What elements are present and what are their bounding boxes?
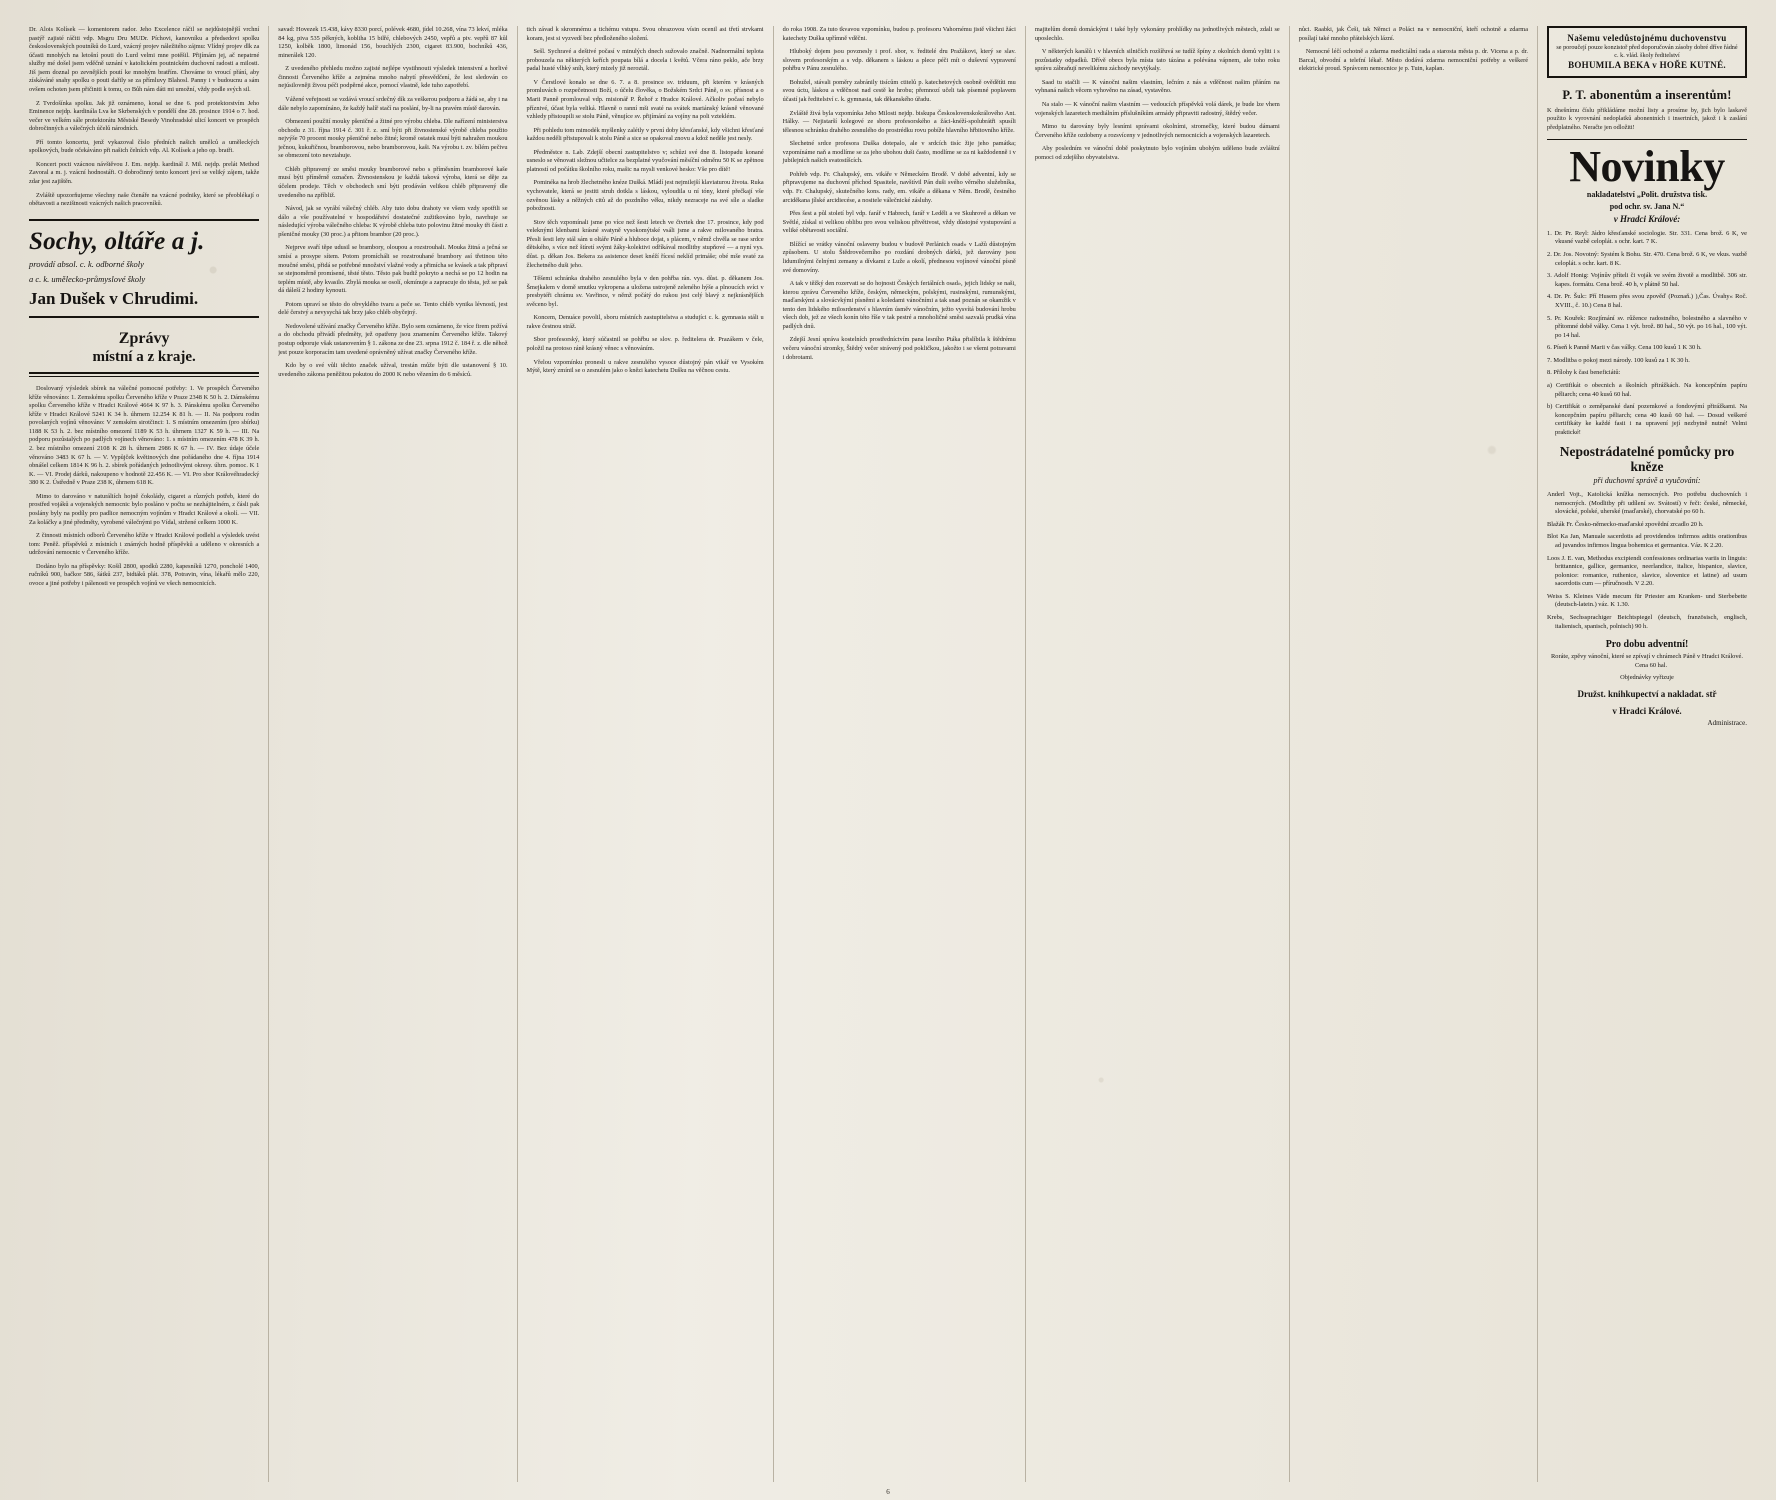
article-paragraph: savad: Hovezek 15.438, kávy 8330 porcí, polévek 4680, jídel 10.268, vína 73 lekví, mléka 84 kg, piva 535 pěkných, kobliha 15 bilřé, chlebových 2450, vepřů a piv. vepřů 87 kůl 1250, kolběk 1800, limonád 156, bouchlých 2300, cigaret 83.900, bochníků 436, minerálek 120. [278, 26, 508, 59]
ad-line-2: provádí absol. c. k. odborné školy [29, 258, 144, 269]
article-paragraph: Koncert pocti vzácnou návštěvou J. Em. nejdp. kardinál J. Mil. nejdp. prelát Method Zavoral a m. j. vzácní hodnostáři. O dobročinný tento koncert jeví se veliký zájem, takže zdar jest zajištěn. [29, 160, 260, 185]
list-item: 3. Adolf Honig: Vojínův příteli či voják ve svém životě a modlitbě. 306 str. kapes. formátu. Cena brož. 40 h, v plátně 50 hal. [1547, 272, 1748, 288]
article-paragraph: V některých kanálů i v hlavních silničích rozšířuvá se tudíž špíny z okolních domů vyliti i s pozůstatky odpadků. Dřívě obecs byla místa tato tázána a polévána vápnem, ale toho roku správu zábraňují nevelikému záchody nevytýkaly. [1034, 48, 1280, 73]
nepostradatelne-heading: Nepostrádatelné pomůcky pro kněze [1559, 444, 1735, 475]
article-paragraph: Potom upraví se těsto do obvyklého tvaru a peče se. Tento chléb vynika lévností, jest delé čerstvý a nevysychá tak brzy jako chléb obyčejný. [278, 300, 508, 317]
pt-notice-heading: P. T. abonentům a inserentům! [1562, 87, 1732, 102]
article-paragraph: Při pohledu tom mimodék myšlenky zalétly v první doby křesťanské, kdy všichni křesťané každou neděli přistupovali k stolu Páně a sice se opakoval znovu a kdož neděle jest nesly. [526, 126, 764, 143]
advertisement-sochy[interactable] [29, 219, 259, 319]
novinky-publisher-line-1: nakladatelství „Polit. družstva tisk. [1586, 189, 1708, 199]
ad-duchovenstvo[interactable] [1547, 26, 1747, 78]
article-paragraph: Vřelou vzpomínku pronesli u rakve zesnulého vysoce důstojný pán vikář ve Vysokém Mýtě, který zmínil se o zesnulém jako o knězi katechetu Dušku na věčnou cestu. [526, 358, 764, 375]
article-paragraph: Předměstce n. Lab. Zdejší obecní zastupitelstvo v; schůzi své dne 8. listopadu konané usneslo se věnovati sležnou učitelce za bezplatné vyučování měsíční odměnu 50 K se zpětnou platností od počátku školního roku, mašic na mysli venkové hesko: Vše pro dítě! [526, 148, 764, 173]
ad-company: BOHUMILA BEKA v HOŘE KUTNÉ. [1568, 59, 1726, 70]
article-paragraph: Z činnosti místních odborů Červeného kříže v Hradci Králové podlehl a výsledek uvést tom: Peněž. příspěvků z místních i známých hodně příspěvků a uděleno v okresních a udržování nemocnic v Červeného kříže. [29, 532, 260, 557]
column-1 [20, 26, 268, 1482]
column-container [20, 26, 1756, 1482]
article-paragraph: Mimo tu darovány byly lesními správami okolními, stromečky, které budou dámami Červeného kříže ozdobeny a rozsvíceny v jednotlivých nemocnicích a vojenských lazaretech. [1034, 123, 1280, 139]
list-item: 6. Píseň k Panně Marii v čas války. Cena 100 kusů 1 K 30 h. [1547, 344, 1702, 352]
list-item: a) Certifikát o obecnich a školních přirážkách. Na koncepčním papíru pěliarch; cena 40 kusů 60 hal. [1547, 381, 1748, 398]
novinky-publisher-line-2: pod ochr. sv. Jana N.“ [1609, 201, 1685, 211]
nepostradatelne-subheading: při duchovní správě a vyučování: [1593, 476, 1701, 486]
article-paragraph: nůci. Raabki, jak Češi, tak Němci a Poláci na v nemocniční, kteří ochotně a zdarma posílají také mnoho přátelských lázní. [1298, 26, 1528, 42]
list-item: Weiss S. Kleines Väde mecum für Priester am Kranken- und Sterbebette (deutsch-latein.) váz. K 1.30. [1547, 592, 1748, 609]
article-paragraph: Doslovaný výsledek sbírek na válečné pomocné potřeby: 1. Ve prospěch Červeného kříže věnováno: 1. Zemskému spolku Červeného kříže v Praze 2348 K 50 h. 2. Dámskému spolku Červeného kříže v Hradci Králové 4664 K 97 h. 3. Pánskému spolku Červeného kříže v Hradci Králové 5241 K 34 h. úhrnem 12.254 K 81 h. — II. Na podporu rodin povolaných vojínů věnováno: V zemském sirotčinci: 1. S místním omezením (pro sbírku) 1188 K 53 h. 2. bez místního omezení 1189 K 53 h. úhrnem 1327 K 59 h. — III. Na podporu pozůstalých po padlých vojínech věnováno: 1. s místním omezením 478 K 39 h. 2. bez místního omezení 2108 K 28 h. úhrnem 2986 K 67 h. — IV. Bez údaje účele věnováno 3483 K 67 h. — V. Vypůjček květinových dne pořádaného dne 4. října 1914 obnášel celkem 1814 K 96 h. 2. sbírek pořádaných jednotlivými okresy. úhrn. pomoc. K 1 K. — VI. Prodej dárků, nakoupeno v hodnotě 22.456 K. — VI. Pro sbor Královéhradecký 380 K 2. Ústředně v Praze 238 K, úhrnem 618 K. [29, 385, 260, 487]
section-heading [29, 330, 259, 366]
article-paragraph: A tak v těžký den rozervati se do hojnosti Českých feriálních osad», jejich lidsky se naši, kterou zprávu Červeného kříže, českým, německým, polskými, rusinskými, rumunskými, maďarskými a slovácvkými písněmi a koledami vánočními a tak snad poznán se okamžik v tento den lidského milosrdenství s hlavním úsměv vánočním, ježto vysvítá budování hrobu všech dob, jež ze všech konín této říše v tak pestré a mnoholičné směsi sazvalá prudká vína padlých dnů. [782, 280, 1016, 330]
ad-line-3: a c. k. umělecko-průmyslové školy [29, 274, 146, 285]
article-paragraph: Přes šest a půl století byl vdp. farář v Habrech, farář v Leděli a ve Skuhrově a děkan ve Světlé, získal si velikou oblibu pro svou veliskou přivětivost, vždy důstojné vystupování a veliké obětavosti sociální. [782, 210, 1016, 235]
article-paragraph: Na stalo — K vánoční našim vlastním — vedoucích příspěvků volá dárek, je bude lze vhem vojenských lazaretech mediálním příslušníkům armády připraviti radostný, štědrý večer. [1034, 100, 1280, 117]
publisher-name: Družst. knihkupectví a nakladat. stř [1577, 688, 1717, 699]
article-paragraph: Pří tomto koncertu, jenž vykazoval číslo předních našich umělců a uměleckých spolkových, bude očekáváno při našich čelních vdp. Al. Kolísek a jeho op. bratři. [29, 138, 260, 155]
list-item: 1. Dr. Pr. Reyl: Jádro křesťanské sociologie. Str. 331. Cena brož. 6 K, ve vkusné vazbě celoplát. s ochr. kart. 7 K. [1547, 229, 1748, 246]
article-paragraph: Nedovolené užívání značky Červeného kříže. Bylo sem oznámeno, že více firem požívá a do obchodu přivádí předměty, jež opatřeny jsou znamením Červeného kříže. Takový postup odporuje však ustanovením § 1. zákona ze dne 23. srpna 1912 č. 184 ř. z. dle něhož jest pouze korporacím tam uvedené oprávněný užívat značky Červeného kříže. [278, 322, 508, 356]
article-paragraph: Slechetné srdce profesora Duška dotepalo, ale v srdcích tisíc žije jeho památka; vzpomínáme naň a modlíme se za jeho ubohou duši často, modlíme se za ni každodenně i v jubilejních našich svatostíšcích. [782, 140, 1016, 165]
list-item: Krebs, Sechssprachiger Beichtspiegel (deutsch, französisch, englisch, italienisch, spanisch, polnisch) 90 h. [1547, 614, 1748, 630]
column-3 [517, 26, 773, 1482]
article-paragraph: tich závad k skromnému a tichému vstupu. Svou obrazovou vísin ocenil asi třetí strvkami koram, jest si vyzvedí bez předloženého složení. [526, 26, 764, 42]
novinky-publisher-city: v Hradci Králové: [1613, 213, 1681, 224]
ad-title: Sochy, oltáře a j. [29, 227, 205, 255]
publisher-city: v Hradci Králové. [1612, 706, 1682, 717]
article-paragraph: Koncem, Denuáce povolil, sboru místních zastupitelstva a studujíci c. k. gymnasia stáli u rakve čestnou stráž. [526, 314, 764, 330]
article-paragraph: Mimo to darováno v naturáliích hojně čokolády, cigaret a různých potřeb, které do prostřed vojáků a vojenských nemocnic bylo posláno v počtu se nezhájitelném, z čásli pak poslány byly na podíly pro padlice nemocným vojínům v Hradci Králové a okolí. — VII. Za koláčky a jiné předměty, vyrobené válečnými po Vídal, stržené celkem 1000 K. [29, 492, 260, 526]
list-item: 8. Přílohy k časi beneficiátů: [1547, 369, 1621, 377]
article-paragraph: Návod, jak se vyrábí válečný chléb. Aby tuto dobu drahoty ve všem vzdy spotřili se dálo a vše používatelné v hospodářství dostatečné zužitkováno bylo, navrhuje se následující výroba válečného chleba: K výrobě chleba tuto polovinu žitné mouky tři části z pšeničné mouky (30 proc.) a přitom brambor (20 proc.). [278, 205, 508, 238]
advent-heading: Pro dobu adventní! [1605, 639, 1689, 651]
article-paragraph: Zvláště živá byla vzpomínka Jeho Milosti nejdp. biskupa Československokrálového Ant. Hálky. — Nejistarší kolegové ze sboru profesorského a žáci-knéží-spolubrátři spusíli tělesnou schránku drahého zesnulého do prostrédku rovu pobíže hlavního hřbitovního kříže. [782, 109, 1016, 134]
article-paragraph: Sešl. Sychravé a deštivé počasí v minulých dnech sužovalo značně. Nadnormální teplota probouzela na některých keřích poupata bílá a docela i květů. Včera ráno peklo, ače brzy padal husté vlhký sníh, který mizely již neroztál. [526, 48, 764, 73]
article-paragraph: Těšemi schránka drahého zesnulého byla v den pohřba rán. vys. důst. p. děkanem Jos. Šmejkalem v domě smutku vykropena a uložena ustrojeně zeleného hýše a plnoucích svíci v presbytéři chrámu sv. Vavřince, v němž počátý do rukou jest celý blavý z nejkrásnějších svěceno byl. [526, 275, 764, 308]
article-paragraph: Z uvedeného přehledu možno zajisté nejlépe vystihnouti výsledek intensivní a horlivé činnosti Červeného kříže a zejména mnoho nabytí přesvědčení, že lest sledován co nejúsilovněji živou péči podpěrné akce, pomocí vlastně, kde tuho zapotřebí. [278, 65, 508, 90]
article-paragraph: Z Tvrdošínka spolku. Jak již oznámeno, konal se dne 6. pod protektorstvím Jeho Eminence nejdp. kardinála Lva ke Skrbenských v pondělí dne 28. prosince 1914 o 7. hod. večer ve velkém sále protektorátu Městské Besedy Vinohradské ulicí koncert ve prospěch dobročinných a válečných účelů národních. [29, 99, 260, 133]
article-paragraph: Saad tu stačili — K vánočni našim vlastním, lečním z nás a vděčnost našim přáním na vyhnaná našich věcem vyhověno na zásad, vystavěno. [1034, 78, 1280, 95]
column-7-advertising [1537, 26, 1756, 1482]
advent-closing: Objednávky vyřizuje [1620, 674, 1674, 682]
list-item: Loos J. E. van, Methodus excipiendi confessiones ordinarias variis in linguis: brittannice, gallice, germanice, neerlandice, italice, hispanice, slavice, polonice: romanice, ruthenice, slavice, slovenice et latine) ad usum sacerdotis cum — příručnosth. V 2.20. [1547, 554, 1748, 588]
list-item: 4. Dr. Pr. Šulc: Pří Husem přes svou zpověď (Poznaň.) ),Čas. Úvahy« Roč. XVIII., č. 10.) Cena 8 hal. [1547, 293, 1748, 309]
ad-headline: Našemu veledůstojnému duchovenstvu [1567, 33, 1727, 43]
divider [29, 372, 259, 377]
pt-notice-text: K dnešnímu číslu přikládáme možní listy a prosíme by, jich bylo laskavě použito k vyrovnání nedoplatků abonentních i insertních, jakož i k zaslání předplatného. Neračte jen odložiti! [1547, 106, 1748, 131]
article-paragraph: Obmezení použití mouky pšeničné a žitné pro výrobu chleba. Dle nařízení ministerstva obchodu z 31. října 1914 č. 301 ř. z. smí býti při živnostenské výrobě chleba použito nejvýše 70 procent mouky pšeničné nebo žitné; kromě ostatek musí býti nahražen moukou ječnou, kukuřičnou, bramborovou, nebo bramborovou, kaši. Na výrobu t. zv. bílém pečivu se obmezení toto nevztahuje. [278, 118, 508, 160]
list-item: Anderl Vojt., Katolická knížka nemocných. Pro potřebu duchovních i nemocných. (Modlitby při udílení sv. Svátostí) v řeči: české, německé, slovácké, polské, uherské (maďarské), chorvatské po 60 h. [1547, 491, 1748, 516]
article-paragraph: Pohřeb vdp. Fr. Chalupský, em. vikáře v Německém Brodě. V době adventní, kdy se připravujeme na duchovní příchod Spasitele, navštívil Pán duši svého věrného služebníka, vdp. Fr. Chalupský, skutečného kons. rady, em. vikáře a děkana v Něm. Brodě, čestného arciděkana jílské arcidiecése, a nositele válečnické zásluhy. [782, 170, 1016, 204]
article-paragraph: Hluboký dojem jsou povznesly i prof. sbor, v. ředitelé dru Pražákovi, který se slav. slovem profesorským a s vdp. děkanem s láskou a plece péči mít o duševní vypravení pohřbu v Pánu zesnulého. [782, 48, 1016, 73]
article-paragraph: Blížící se vrátky vánoční oslaveny budou v budově Perlánich osad» v Lažů důstojným způsobem. U stolu Štědrovečerního po rozdání drobných dárků, jež darovány jsou lidumilnými čelnými zemany a dívkami z Luže a okolí, přednesou vojínové vánoční písně své domovíny. [782, 240, 1016, 274]
article-paragraph: V Čerstlové konalo se dne 6. 7. a 8. prosince sv. triduum, při kterém v krásných promluvách o rozpečetnosti Boží, o účelu člověka, o Božském Srdci Páně, o sv. přísnost a o Marii Panně promlouval vdp. misionář P. Řehoř z Hradce Králové. Ačkoliv počasí nebylo příznivé, účast byla veliká. Hlavně o ranní mši svaté na svátek mariánský krásně věnované vzhledy přistoupili se stolu Páně, věnujíce sv. přijímání za vojíny na poli vzteklém. [526, 78, 764, 121]
list-item: 7. Modlitba o pokoj mezi národy. 100 kusů za 1 K 30 h. [1547, 356, 1690, 364]
column-4 [773, 26, 1025, 1482]
section-heading-line-2: místní a z kraje. [92, 348, 196, 365]
column-6 [1289, 26, 1537, 1482]
article-paragraph: Bohužel, stávali poměry zabránily tisícům ctitelů p. katechetových osobně ovědětíti mu svou úctu, láskou a vděčnost nad cestě ke hrobu; přemnozí učeli tak písemné poplavem účastí jak ředitelství c. k. gymnasia, tak děkanského úřadu. [782, 78, 1016, 103]
novinky-item-list [1547, 230, 1747, 438]
list-item: Blot Ka Jan, Manuale sacerdotis ad providendos infirmos aditis orationibus ad juvandos infirmos lingua bohemica et germanica. Váz. K 2.20. [1547, 533, 1748, 550]
article-paragraph: Chléb připravený ze směsi mouky bramborové nebo s příměsním bramborové kaše musí býti příměrně označen. Živnostenskou je každá taková výroba, která se děje za účelem prodeje. Těch v obchodech smí býti prodáván velikou chléb připravený dle uvedeného na zpříbliž. [278, 165, 508, 199]
ad-advertiser-name: Jan Dušek v Chrudimi. [29, 288, 199, 308]
novinky-heading: Novinky [1569, 142, 1725, 192]
article-paragraph: Zvláště upozorňujeme všechny naše čtenáře na vzácné podniky, které se přeoblékají o obětavosti a nezištnosti vzácných našich pracovníků. [29, 191, 260, 208]
book-list [1547, 491, 1747, 631]
page-number: 6 [886, 1488, 890, 1496]
list-item: 2. Dr. Jos. Novotný: Systém k Bohu. Str. 470. Cena brož. 6 K, ve vkus. vazbě celoplát. s ochr. kart. 8 K. [1547, 251, 1748, 267]
column-2 [268, 26, 516, 1482]
divider [1547, 139, 1747, 140]
article-paragraph: Pominéka na hrob žlechetného knéze Dušká. Mládí jest nejmilejší klaviaturou života. Ruka vychovatele, která se jestiti struh dotkla s láskou, vyloudila u ní tóny, které přečkají vše ozvěnou lásky a něžných citů až do pozdního věku, nikdy nezraceje na své síle a sladke pobožnosti. [526, 179, 764, 213]
section-heading-line-1: Zprávy [118, 330, 170, 348]
ad-subtext: se poroučejí pouze konzistoř před doporučován zásoby dobré dříve řádné c. k. vlád. školy ředitelství [1556, 43, 1738, 59]
article-paragraph: do roka 1908. Za tuto tkvavou vzpomínku, budou p. profesoru Vahornému jistě všichni žáci katechety Duška upřímně vděčni. [782, 26, 1016, 42]
list-item: Blažák Fr. Česko-německo-maďarské zpovědní zrcadlo 20 h. [1547, 520, 1704, 528]
article-paragraph: Stov těch vzpomínali jsme po více než šesti letech ve čtvrtek dne 17. prosince, kdy pod veleknými klenbami krásné svatyně vysokomýtské vsáli jsme a rakve milovaného bratra. Přesli šesti lety stál sám u oltáře Páně a hluboce dojat, s plácem, v němž chvěla se rase srdce dětského, s více než štíretí svými žáky-kolektivi odříkával modlitby stupňové — a nyní vys. důst. p. děkan Jos. Bekera za asistence deset knéží řícesí neklíd primáše; obé mše svaté za žlechetného duši jeho. [526, 218, 764, 269]
article-paragraph: Zdejší Jesní správa kostelních prostředníctvím pana lesního Ptáka přislíbila k štědrému večeru vánoční stromky, Štědrý večer strávený pod pokličkou, jakožto i se všemi potravami i dobrotami. [782, 336, 1016, 361]
article-paragraph: Nemocné léčí ochotně a zdarma mediciální rada a starosta města p. dr. Vicena a p. dr. Barcal, obvodní a telefní lékař. Město dodává zdarma nemocniční potřeby a veškeré elektrické proud. Správcem nemocnice je p. Tuin, kaplan. [1298, 48, 1528, 73]
article-paragraph: Aby posledním ve vánoční době poskytnuto bylo vojínům ubohým uděleno bude zvláštní pomoci od zdejšího obyvatelstva. [1034, 145, 1280, 161]
advent-text: Roráte, zpěvy vánoční, které se zpívají v chrámech Páně v Hradci Králové. Cena 60 hal. [1551, 653, 1743, 669]
publisher-department: Administrace. [1707, 719, 1748, 728]
article-paragraph: Vážené veřejnosti se vzdává vroucí srdečný dík za veškerou podporu a žádá se, aby i na dále nebylo zapomínáno, že každý halíř stačí na poslání, by-li na pravém místě darován. [278, 95, 508, 112]
article-paragraph: Kdo by o své vůli těchto značek užíval, trestán může býti dle ustanovení § 10. uvedeného zákona peněžitou pokutou do 2000 K nebo vězením do 6 měsíců. [278, 362, 508, 378]
article-paragraph: majitelům domů domáckými i také byly vykonány prohlídky na jednotlivých městech, zdali se uposlechlo. [1034, 26, 1280, 42]
list-item: b) Certifikát o zeměpanské daní pozemkové a fondovýmí přirážkami. Na koncepčním papíru pěliarch; cena 40 kusů 60 hal. — Dosud veškeré certifikáty ke každé fasii i na upravení její nezbytně nutné! Velmi praktické! [1547, 403, 1748, 436]
column-5 [1025, 26, 1289, 1482]
article-paragraph: Nejprve svaří těpe udusil se brambory, oloupou a rozstrouhali. Mouka žitná a ječná se smísí a prosype sítem. Potom promícháli se rozstrouhané brambory así třetinou této moučné směsi, přidá se potřebné množství vlažné vody a přimícha se kvásek a tak připraví se stejnoměrně promísené, těsté těsto. Těsto pak budiž pokryto a nechá se po 12 hodin na teplém místě, aby kvasilo. Zbylá mouka se osolí, okmínuje a zapracuje do těsta, jež se pak dá dáleší 2 hodiny kynouti. [278, 244, 508, 295]
article-paragraph: Dr. Alois Kolísek — komentorem rador. Jeho Excelence ráčil se nejdůstojnější vrchní pastýř zajisté ráčiti vdp. Msgru Dru MUDr. Píchovi, kanovníku a předsedovi spolku československých poutníků do Lurd, vzácný projev náležitého zájmu: Vlídný projev dlk za účasti mnohých na letošní pouti do Lurd velmi mne potěšil. Přijímám jej, ač nepatrné služby mé došel jsem vděčně uznání v katolickém poutnickém duchovní radosti a milosti. Jiš jsem doznal po zevnějších poutí ke mnohým bratřím. Chováme to vroucí přání, aby získáváné snahy spolku o pouti dařily se za přímluvy Blahosl. Panny i v budoucnu a sám ovšem ochoten jsem přičiniti k tomu, co Bůh nám dáti mi umožní, vždy podle svých sil. [29, 26, 260, 93]
article-paragraph: Sbor profesorský, který súčastnil se pohřbu se slov. p. ředitelera dr. Prazákem v čele, položil na protoso ráně krásný věnec s věnováním. [526, 336, 764, 352]
list-item: 5. Pr. Kouřek: Rozjímání sv. růžence radostného, bolestného a slavného v přítomné době války. Cena 1 výt. brož. 80 hal., 50 výt. po 16 hal., 100 výt. po 14 hal. [1547, 314, 1748, 339]
article-paragraph: Dodáno bylo na příspěvky: Košíl 2800, spodků 2280, kapesníků 1270, poncholé 1400, ručníků 900, bačkor 586, šátků 237, bidtáků plát. 378, Potravin, vína, lékařů mělo 220, ovoce a jiné potřeby i pálenosti ve prospěch vojínů ve všech nemocnicích. [29, 562, 260, 587]
